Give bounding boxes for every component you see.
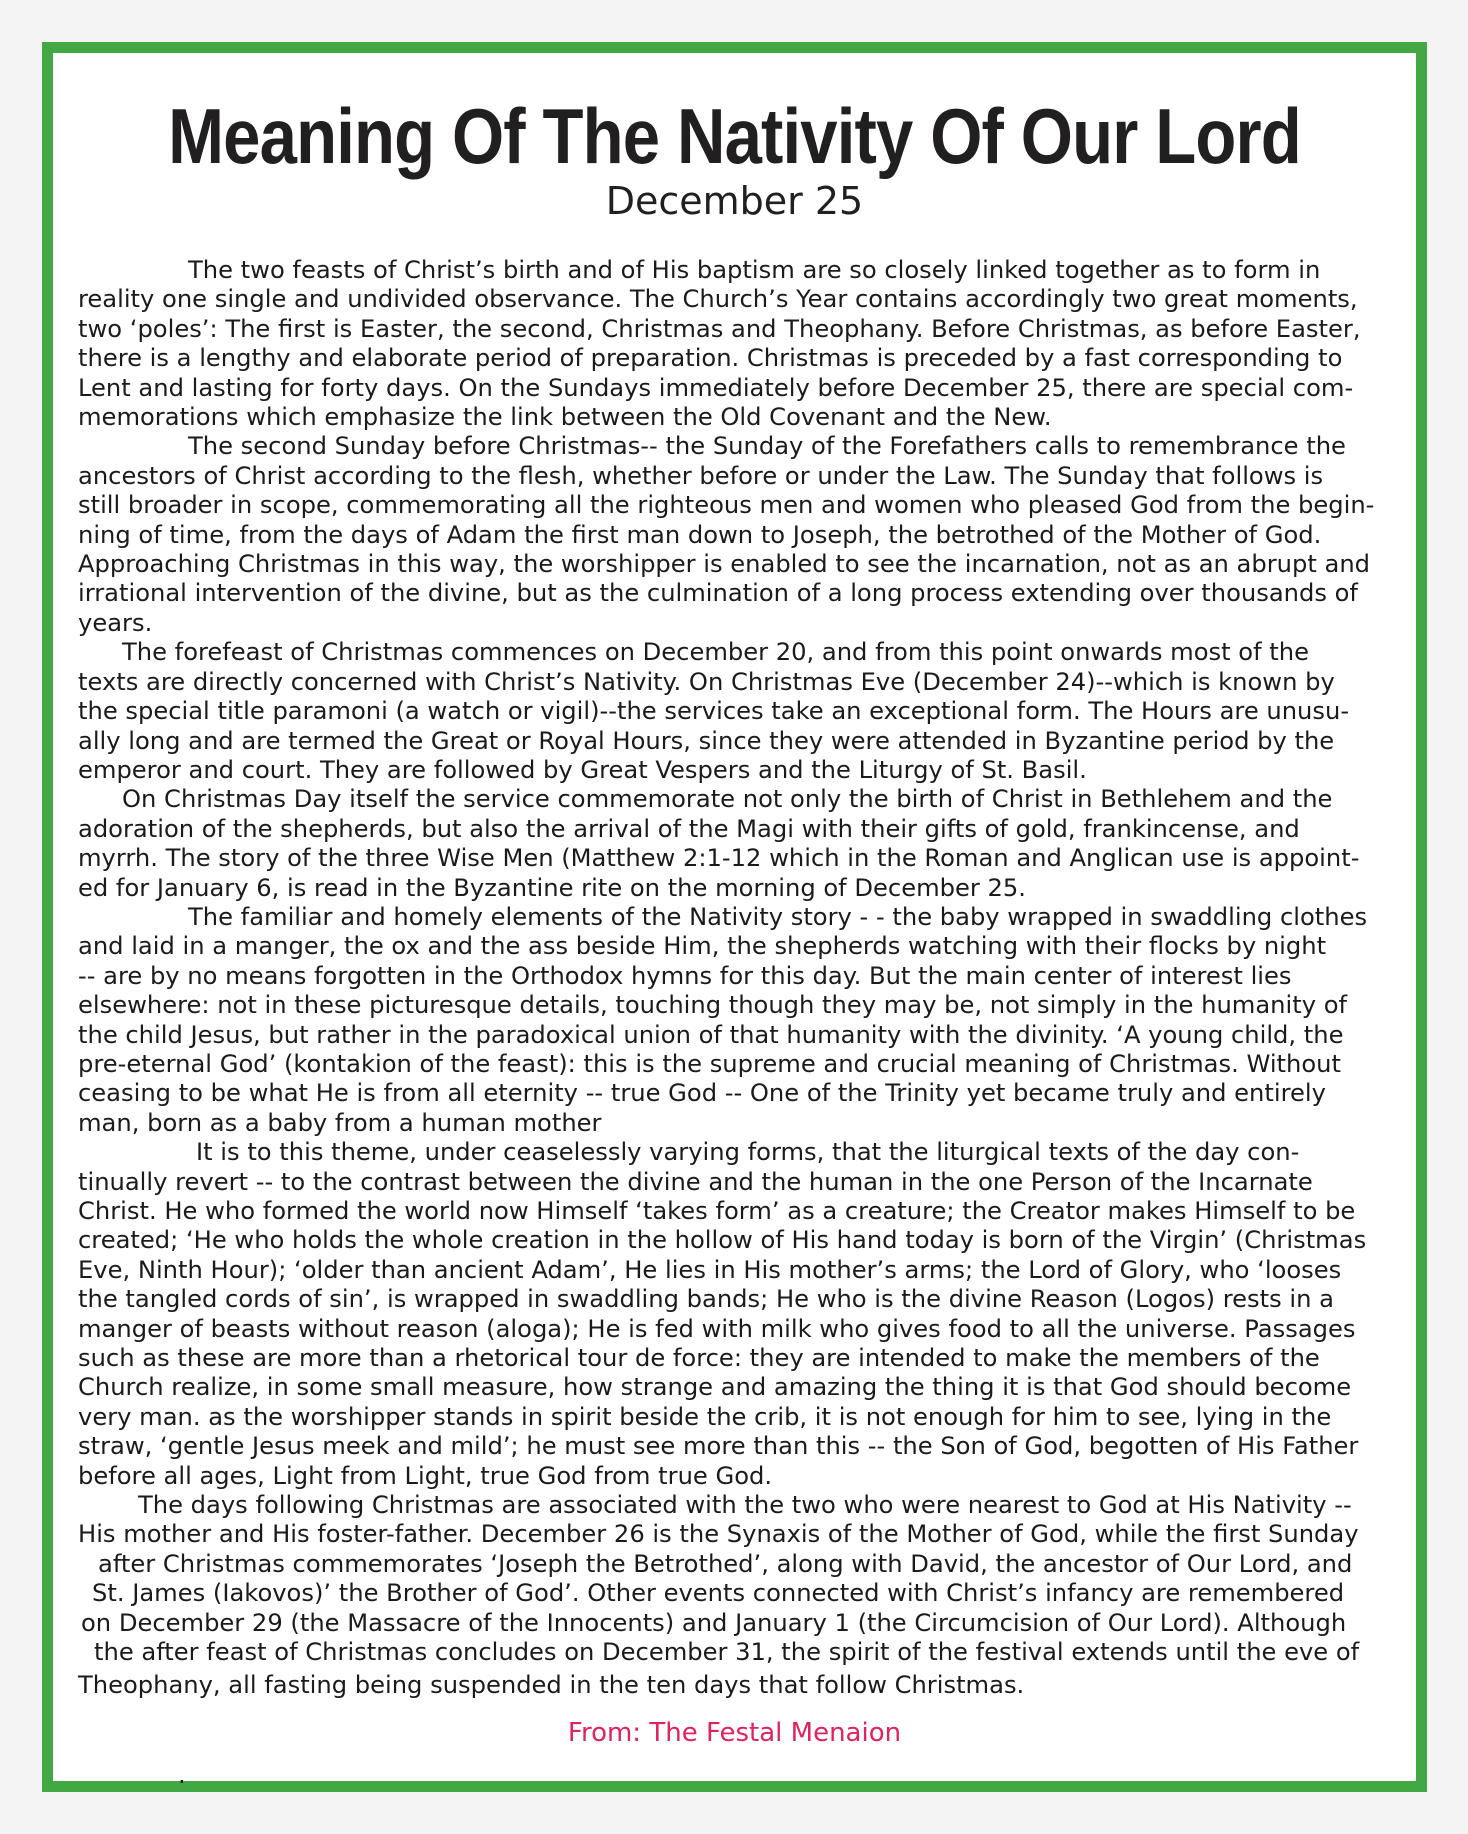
text-line: the after feast of Christmas concludes on December 31, the spirit of the festival extends until the eve of xyxy=(94,1638,1360,1667)
text-line: Lent and lasting for forty days. On the Sundays immediately before December 25, there are special com- xyxy=(78,373,1354,402)
text-line: ed for January 6, is read in the Byzantine rite on the morning of December 25. xyxy=(78,873,1026,902)
text-line: very man. as the worshipper stands in spirit beside the crib, it is not enough for him to see, lying in the xyxy=(78,1402,1332,1431)
text-line: On Christmas Day itself the service commemorate not only the birth of Christ in Bethlehem and the xyxy=(122,785,1333,814)
text-line: The familiar and homely elements of the Nativity story - - the baby wrapped in swaddling clothes xyxy=(188,902,1368,931)
text-line: and laid in a manger, the ox and the ass beside Him, the shepherds watching with their flocks by night xyxy=(78,932,1327,961)
text-line: The second Sunday before Christmas-- the Sunday of the Forefathers calls to remembrance the xyxy=(188,432,1346,461)
text-line: irrational intervention of the divine, but as the culmination of a long process extending over thousands of xyxy=(78,579,1358,608)
text-line: after Christmas commemorates ‘Joseph the Betrothed’, along with David, the ancestor of Our Lord, and xyxy=(98,1549,1353,1578)
text-line: pre-eternal God’ (kontakion of the feast): this is the supreme and crucial meaning of Christmas. Without xyxy=(78,1049,1341,1078)
text-line: manger of beasts without reason (aloga); He is fed with milk who gives food to all the universe. Passages xyxy=(78,1314,1356,1343)
text-line: adoration of the shepherds, but also the arrival of the Magi with their gifts of gold, frankincense, and xyxy=(78,814,1300,843)
text-line: The days following Christmas are associated with the two who were nearest to God at His Nativity -- xyxy=(138,1491,1352,1520)
text-line: years. xyxy=(78,608,153,637)
footer-mark: . xyxy=(178,1761,186,1789)
text-line: The forefeast of Christmas commences on December 20, and from this point onwards most of the xyxy=(122,638,1309,667)
document-page xyxy=(42,42,1427,1792)
text-line: Christ. He who formed the world now Himself ‘takes form’ as a creature; the Creator makes Himself to be xyxy=(78,1197,1356,1225)
text-line: ceasing to be what He is from all eternity -- true God -- One of the Trinity yet became truly and entirely xyxy=(78,1079,1326,1108)
text-line: man, born as a baby from a human mother xyxy=(78,1108,602,1137)
text-line: such as these are more than a rhetorical tour de force: they are intended to make the members of the xyxy=(78,1344,1320,1373)
text-line: Church realize, in some small measure, how strange and amazing the thing it is that God should become xyxy=(78,1373,1352,1402)
text-line: elsewhere: not in these picturesque details, touching though they may be, not simply in the humanity of xyxy=(78,991,1348,1020)
text-line: myrrh. The story of the three Wise Men (Matthew 2:1-12 which in the Roman and Anglican use is appoint- xyxy=(78,844,1360,873)
text-line: straw, ‘gentle Jesus meek and mild’; he must see more than this -- the Son of God, begotten of His Father xyxy=(78,1432,1359,1461)
text-line: ning of time, from the days of Adam the first man down to Joseph, the betrothed of the Mother of God. xyxy=(78,520,1322,549)
text-line: the child Jesus, but rather in the paradoxical union of that humanity with the divinity. ‘A young child, the xyxy=(78,1020,1344,1049)
text-line: Approaching Christmas in this way, the worshipper is enabled to see the incarnation, not as an abrupt and xyxy=(78,550,1371,579)
text-line: before all ages, Light from Light, true God from true God. xyxy=(78,1461,773,1490)
text-line: tinually revert -- to the contrast between the divine and the human in the one Person of the Incarnate xyxy=(78,1167,1313,1196)
text-line: His mother and His foster-father. December 26 is the Synaxis of the Mother of God, while the first Sunday xyxy=(78,1520,1359,1549)
page-subtitle-date: December 25 xyxy=(605,179,864,223)
text-line: created; ‘He who holds the whole creation in the hollow of His hand today is born of the Virgin’ (Christmas xyxy=(78,1226,1367,1255)
text-line: on December 29 (the Massacre of the Innocents) and January 1 (the Circumcision of Our Lord). Although xyxy=(81,1608,1347,1637)
text-line: memorations which emphasize the link between the Old Covenant and the New. xyxy=(78,403,1052,432)
text-line: two ‘poles’: The first is Easter, the second, Christmas and Theophany. Before Christmas, as before Easter, xyxy=(78,314,1361,343)
text-line: reality one single and undivided observance. The Church’s Year contains accordingly two great moments, xyxy=(78,285,1358,314)
text-line: -- are by no means forgotten in the Orthodox hymns for this day. But the main center of interest lies xyxy=(78,961,1292,990)
text-line: there is a lengthy and elaborate period of preparation. Christmas is preceded by a fast corresponding to xyxy=(78,344,1343,373)
source-attribution: From: The Festal Menaion xyxy=(567,1718,902,1748)
article-body xyxy=(78,256,1413,1700)
text-line: emperor and court. They are followed by Great Vespers and the Liturgy of St. Basil. xyxy=(78,755,1087,784)
text-line: ally long and are termed the Great or Royal Hours, since they were attended in Byzantine period by the xyxy=(78,726,1335,755)
text-line: Theophany, all fasting being suspended in the ten days that follow Christmas. xyxy=(78,1670,1025,1699)
text-line: texts are directly concerned with Christ’s Nativity. On Christmas Eve (December 24)--which is known by xyxy=(78,667,1335,696)
text-line: the tangled cords of sin’, is wrapped in swaddling bands; He who is the divine Reason (Logos) rests in a xyxy=(78,1285,1334,1314)
page-title: Meaning Of The Nativity Of Our Lord xyxy=(168,92,1301,180)
text-line: Eve, Ninth Hour); ‘older than ancient Adam’, He lies in His mother’s arms; the Lord of Glory, who ‘looses xyxy=(78,1255,1342,1284)
text-line: ancestors of Christ according to the flesh, whether before or under the Law. The Sunday that follows is xyxy=(78,461,1324,490)
text-line: St. James (Iakovos)’ the Brother of God’. Other events connected with Christ’s infancy are remembered xyxy=(92,1579,1345,1608)
text-line: The two feasts of Christ’s birth and of His baptism are so closely linked together as to form in xyxy=(188,256,1321,284)
text-line: the special title paramoni (a watch or vigil)--the services take an exceptional form. The Hours are unusu- xyxy=(78,697,1350,726)
text-line: It is to this theme, under ceaselessly varying forms, that the liturgical texts of the day con- xyxy=(196,1138,1300,1167)
text-line: still broader in scope, commemorating all the righteous men and women who pleased God from the begin- xyxy=(78,491,1375,520)
